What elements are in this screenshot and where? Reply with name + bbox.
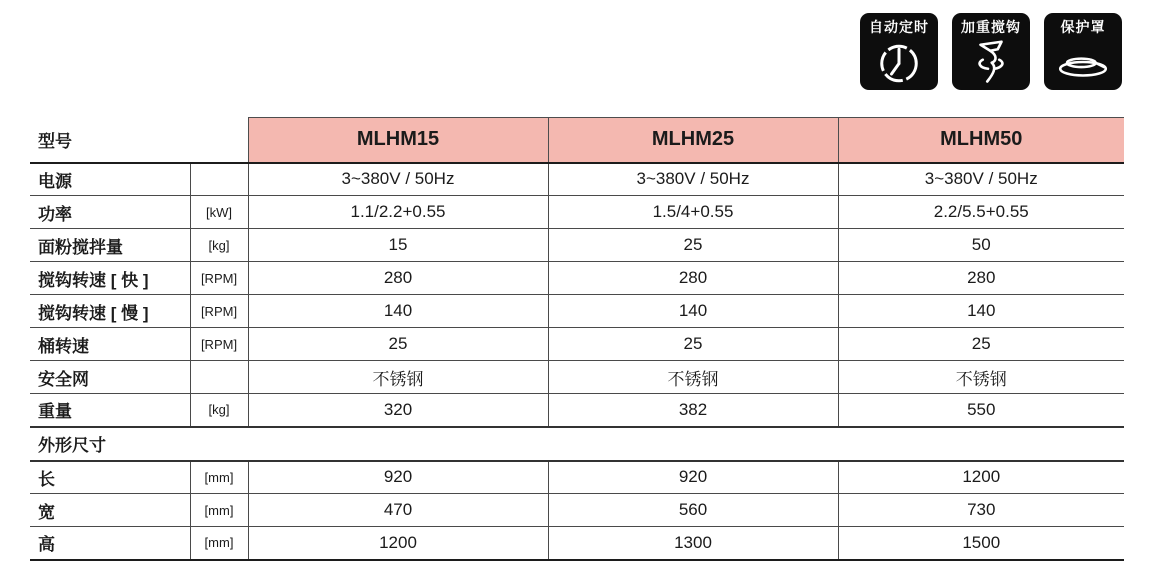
badge-protective-cover — [1044, 13, 1122, 90]
model-name-mlhm50: MLHM50 — [838, 118, 1124, 163]
cover-icon — [1044, 34, 1122, 90]
row-label: 高 — [38, 535, 55, 555]
row-value: 不锈钢 — [838, 361, 1124, 394]
row-label: 重量 — [38, 402, 72, 422]
table-row-width — [30, 494, 1124, 527]
table-header-row — [30, 118, 1124, 163]
row-value: 1500 — [838, 527, 1124, 560]
row-value: 280 — [248, 262, 548, 295]
table-row-bowl-speed — [30, 328, 1124, 361]
row-value: 3~380V / 50Hz — [838, 163, 1124, 196]
row-value: 320 — [248, 394, 548, 427]
row-value: 382 — [548, 394, 838, 427]
row-value: 25 — [548, 229, 838, 262]
row-label: 面粉搅拌量 — [38, 237, 123, 257]
row-value: 920 — [548, 461, 838, 494]
table-row-hook-speed-fast — [30, 262, 1124, 295]
row-value: 3~380V / 50Hz — [548, 163, 838, 196]
table-row-power-supply — [30, 163, 1124, 196]
row-value: 不锈钢 — [248, 361, 548, 394]
table-row-safety-guard — [30, 361, 1124, 394]
model-name-mlhm15: MLHM15 — [248, 118, 548, 163]
row-value: 1200 — [838, 461, 1124, 494]
badge-protective-cover-label: 保护罩 — [1060, 19, 1106, 35]
row-unit: [RPM] — [190, 262, 248, 295]
table-row-weight — [30, 394, 1124, 427]
row-value: 25 — [548, 328, 838, 361]
row-label: 宽 — [38, 502, 55, 522]
row-value: 1.1/2.2+0.55 — [248, 196, 548, 229]
row-value: 280 — [838, 262, 1124, 295]
row-unit — [190, 361, 248, 394]
badge-auto-timer-label: 自动定时 — [869, 19, 929, 35]
badge-heavy-hook — [952, 13, 1030, 90]
row-unit: [kg] — [190, 394, 248, 427]
table-row-hook-speed-slow — [30, 295, 1124, 328]
clock-icon — [860, 34, 938, 90]
row-value: 1200 — [248, 527, 548, 560]
row-value: 920 — [248, 461, 548, 494]
model-name-mlhm25: MLHM25 — [548, 118, 838, 163]
row-unit: [RPM] — [190, 295, 248, 328]
row-value: 550 — [838, 394, 1124, 427]
row-value: 470 — [248, 494, 548, 527]
row-unit: [kg] — [190, 229, 248, 262]
row-unit: [kW] — [190, 196, 248, 229]
row-value: 140 — [248, 295, 548, 328]
table-row-power — [30, 196, 1124, 229]
row-unit: [RPM] — [190, 328, 248, 361]
row-value: 不锈钢 — [548, 361, 838, 394]
row-value: 1.5/4+0.55 — [548, 196, 838, 229]
row-unit — [190, 163, 248, 196]
row-value: 560 — [548, 494, 838, 527]
row-unit: [mm] — [190, 527, 248, 560]
row-value: 280 — [548, 262, 838, 295]
row-value: 25 — [248, 328, 548, 361]
row-label: 功率 — [38, 204, 72, 224]
dough-hook-icon — [952, 34, 1030, 90]
row-label: 搅钩转速 [ 快 ] — [38, 270, 149, 290]
row-value: 25 — [838, 328, 1124, 361]
row-label: 长 — [38, 469, 55, 489]
row-value: 140 — [548, 295, 838, 328]
badge-heavy-hook-label: 加重搅钩 — [961, 19, 1021, 35]
row-value: 3~380V / 50Hz — [248, 163, 548, 196]
section-label: 外形尺寸 — [38, 436, 106, 455]
row-value: 730 — [838, 494, 1124, 527]
feature-badges — [860, 13, 1122, 90]
table-section-dimensions — [30, 427, 1124, 461]
badge-auto-timer — [860, 13, 938, 90]
row-value: 1300 — [548, 527, 838, 560]
row-unit: [mm] — [190, 494, 248, 527]
row-label: 搅钩转速 [ 慢 ] — [38, 303, 149, 323]
row-label: 桶转速 — [38, 336, 89, 356]
row-label: 电源 — [38, 171, 72, 191]
spec-table — [30, 117, 1124, 561]
row-value: 15 — [248, 229, 548, 262]
row-label: 安全网 — [38, 369, 89, 389]
table-row-flour-capacity — [30, 229, 1124, 262]
table-row-length — [30, 461, 1124, 494]
row-value: 50 — [838, 229, 1124, 262]
model-row-label: 型号 — [38, 132, 72, 151]
row-value: 140 — [838, 295, 1124, 328]
row-unit: [mm] — [190, 461, 248, 494]
table-row-height — [30, 527, 1124, 560]
row-value: 2.2/5.5+0.55 — [838, 196, 1124, 229]
